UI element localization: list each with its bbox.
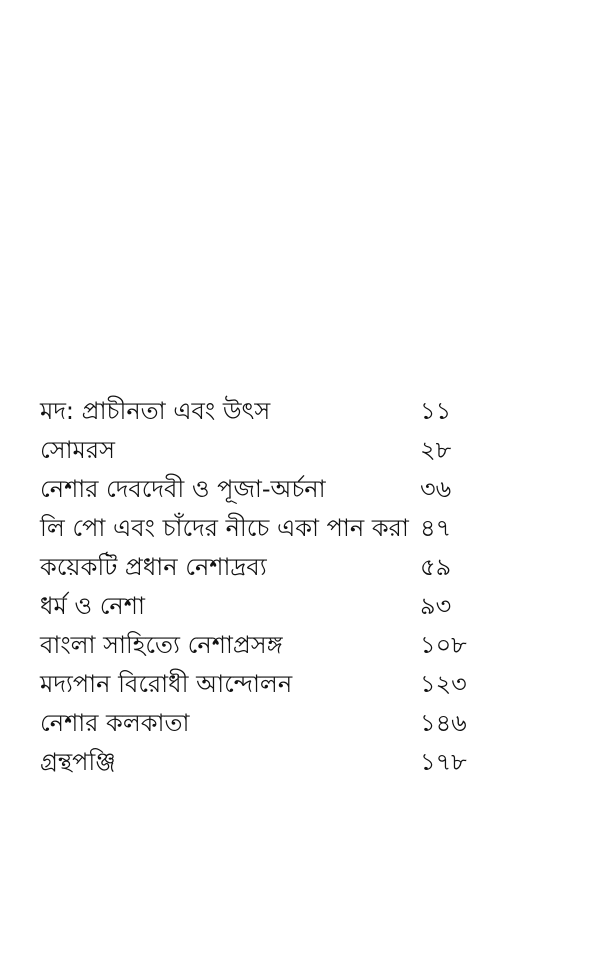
toc-entry xyxy=(40,665,560,704)
toc-entry-title: লি পো এবং চাঁদের নীচে একা পান করা xyxy=(40,514,409,542)
toc-entry-title: সোমরস xyxy=(40,436,115,464)
toc-entry-page: ৩৬ xyxy=(420,475,452,503)
toc-entry xyxy=(40,587,560,626)
toc-entry-page: ২৮ xyxy=(420,436,452,464)
toc-entry-page: ৯৩ xyxy=(420,592,452,620)
toc-entry-page: ১২৩ xyxy=(420,670,467,698)
toc-entry-page: ৪৭ xyxy=(420,514,452,542)
toc-entry xyxy=(40,548,560,587)
toc-entry-page: ১৪৬ xyxy=(420,709,467,737)
toc-entry-title: ধর্ম ও নেশা xyxy=(40,592,145,620)
toc-entry-title: কয়েকটি প্রধান নেশাদ্রব্য xyxy=(40,553,267,581)
toc-entry-title: নেশার কলকাতা xyxy=(40,709,190,737)
toc-entry xyxy=(40,704,560,743)
toc-entry xyxy=(40,470,560,509)
toc-entry-title: নেশার দেবদেবী ও পূজা-অর্চনা xyxy=(40,475,326,503)
toc-entry-title: মদ: প্রাচীনতা এবং উৎস xyxy=(40,397,271,425)
toc-entry xyxy=(40,743,560,782)
toc-entry-page: ১১ xyxy=(420,397,452,425)
toc-entry-title: মদ্যপান বিরোধী আন্দোলন xyxy=(40,670,293,698)
toc-entry xyxy=(40,509,560,548)
toc-entry xyxy=(40,626,560,665)
table-of-contents xyxy=(40,392,560,782)
toc-entry xyxy=(40,392,560,431)
toc-entry-page: ১৭৮ xyxy=(420,748,467,776)
toc-entry-page: ১০৮ xyxy=(420,631,467,659)
toc-entry-page: ৫৯ xyxy=(420,553,452,581)
toc-entry-title: বাংলা সাহিত্যে নেশাপ্রসঙ্গ xyxy=(40,631,283,659)
toc-entry xyxy=(40,431,560,470)
toc-entry-title: গ্রন্থপঞ্জি xyxy=(40,748,116,776)
